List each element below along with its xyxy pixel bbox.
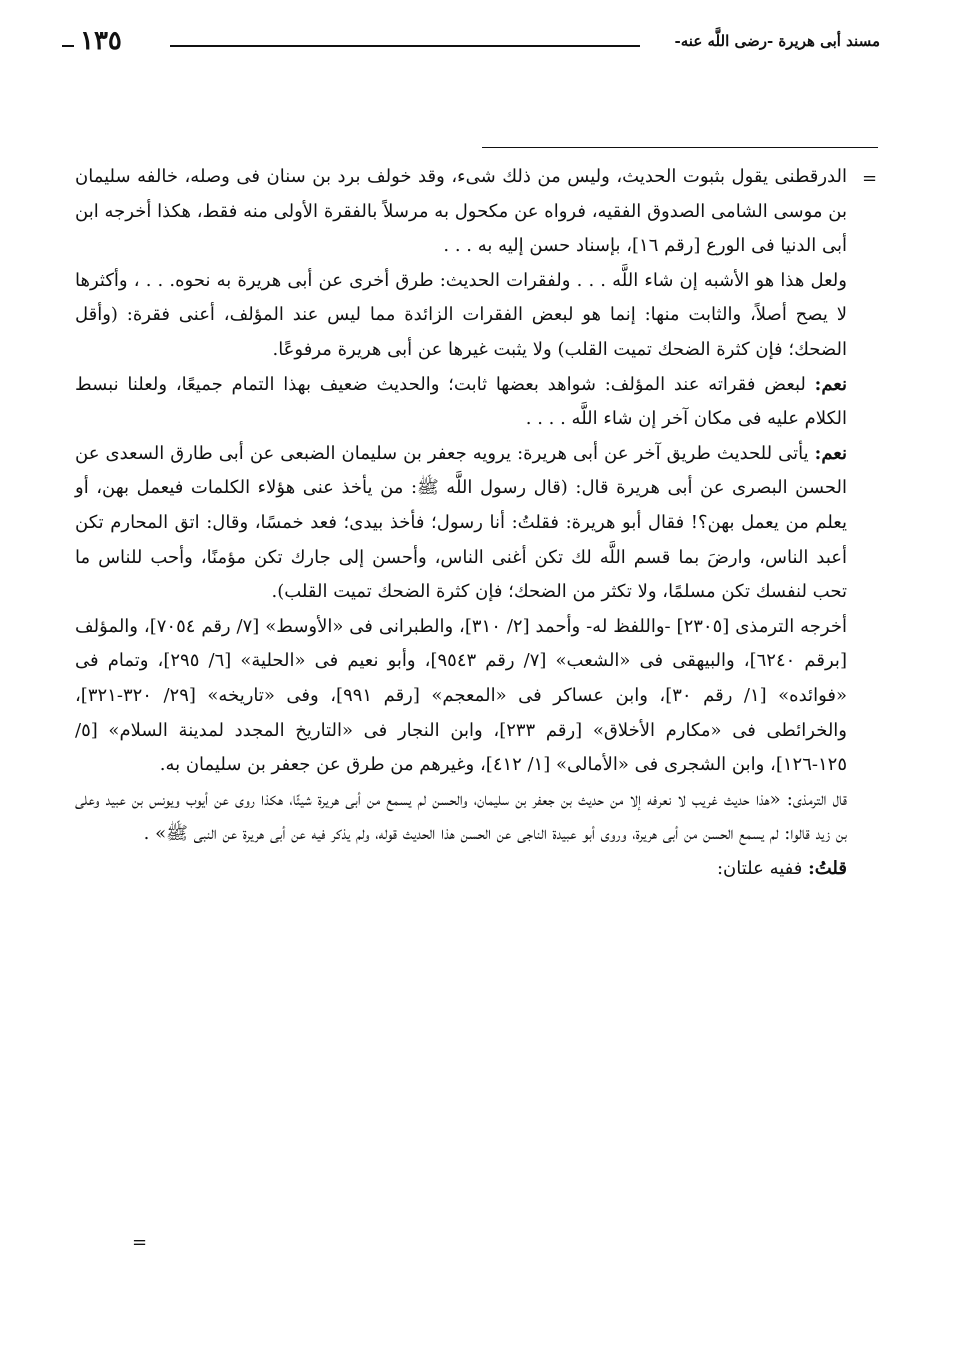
header-rule [170, 45, 640, 47]
running-title: مسند أبى هريرة -رضى اللَّه عنه- [674, 32, 880, 50]
paragraph-3-text: لبعض فقراته عند المؤلف: شواهد بعضها ثابت؛ والحديث ضعيف بهذا التمام جميعًا، ولعلنا نبسط الكلام عليه فى مكان آخر إن شاء اللَّه . . . . [75, 373, 847, 430]
paragraph-7-text: ففيه علتان: [716, 857, 809, 879]
footnote-body [75, 160, 847, 886]
paragraph-1-text: الدرقطنى يقول بثبوت الحديث، وليس من ذلك شىء، وقد خولف برد بن سنان فى وصله، خالفه سليمان بن موسى الشامى الصدوق الفقيه، فرواه عن مكحول به مرسلاً بالفقرة الأولى منه فقط، هكذا أخرجه ابن أبى الدنيا فى الورع [رقم ١٦]، بإسناد حسن إليه به . . . [75, 166, 847, 257]
paragraph-7 [75, 852, 847, 887]
page-header [70, 26, 880, 70]
paragraph-4-lead: نعم: [814, 442, 847, 464]
paragraph-2-text: ولعل هذا هو الأشبه إن شاء اللَّه . . . ولفقرات الحديث: طرق أخرى عن أبى هريرة به نحوه. . . ، وأكثرها لا يصح أصلاً، والثابت منها: إنما هو لبعض الفقرات الزائدة مما ليس عند المؤلف، أعنى فقرة: (وأقل الضحك؛ فإن كثرة الضحك تميت القلب) ولا يثبت غيرها عن أبى هريرة مرفوعًا. [75, 269, 847, 360]
paragraph-2 [75, 264, 847, 368]
paragraph-1 [75, 160, 847, 264]
paragraph-6-text: قال الترمذى: «هذا حديث غريب لا نعرفه إلا من حديث بن جعفر بن سليمان، والحسن لم يسمع من أبى هريرة شيئًا، هكذا روى عن أيوب ويونس بن عبيد وعلى بن زيد قالوا: لم يسمع الحسن من أبى هريرة، وروى أبو عبيدة الناجى عن الحسن هذا الحديث قوله، ولم يذكر فيه عن أبى هريرة عن النبى ﷺ» . [75, 788, 847, 845]
paragraph-6 [75, 783, 847, 852]
continues-mark: = [132, 1232, 148, 1253]
continued-from-mark: = [862, 168, 878, 189]
paragraph-3 [75, 368, 847, 437]
paragraph-5 [75, 610, 847, 783]
paragraph-4 [75, 437, 847, 610]
footnote-separator [482, 147, 878, 148]
page-number: ١٣٥ [80, 26, 122, 56]
page-number-dash [62, 45, 74, 47]
paragraph-5-text: أخرجه الترمذى [٢٣٠٥] -واللفظ له- وأحمد [٢/ ٣١٠]، والطبرانى فى «الأوسط» [٧/ رقم ٧٠٥٤]، والمؤلف [برقم ٦٢٤٠]، والبيهقى فى «الشعب» [٧/ رقم ٩٥٤٣]، وأبو نعيم فى «الحلية» [٦/ ٢٩٥]، وتمام فى «فوائده» [١/ رقم ٣٠]، وابن عساكر فى «المعجم» [رقم ٩٩١]، وفى «تاريخه» [٢٩/ ٣٢٠-٣٢١]، والخرائطى فى «مكارم الأخلاق» [رقم ٢٣٣]، وابن النجار فى «التاريخ المجدد لمدينة السلام» [٥/ ١٢٥-١٢٦]، وابن الشجرى فى «الأمالى» [١/ ٤١٢]، وغيرهم من طرق عن جعفر بن سليمان به. [75, 615, 847, 776]
paragraph-7-lead: قلتُ: [808, 857, 847, 879]
paragraph-4-text: يأتى للحديث طريق آخر عن أبى هريرة: يرويه جعفر بن سليمان الضبعى عن أبى طارق السعدى عن الحسن البصرى عن أبى هريرة قال: (قال رسول اللَّه ﷺ: من يأخذ عنى هؤلاء الكلمات فيعمل بهن، أو يعلم من يعمل بهن؟! فقال أبو هريرة: فقلتُ: أنا رسول؛ فأخذ بيدى؛ فعد خمسًا، وقال: اتق المحارم تكن أعبد الناس، وارضَ بما قسم اللَّه لك تكن أغنى الناس، وأحسن إلى جارك تكن مؤمنًا، وأحب للناس ما تحب لنفسك تكن مسلمًا، ولا تكثر من الضحك؛ فإن كثرة الضحك تميت القلب). [75, 442, 848, 603]
paragraph-3-lead: نعم: [814, 373, 847, 395]
